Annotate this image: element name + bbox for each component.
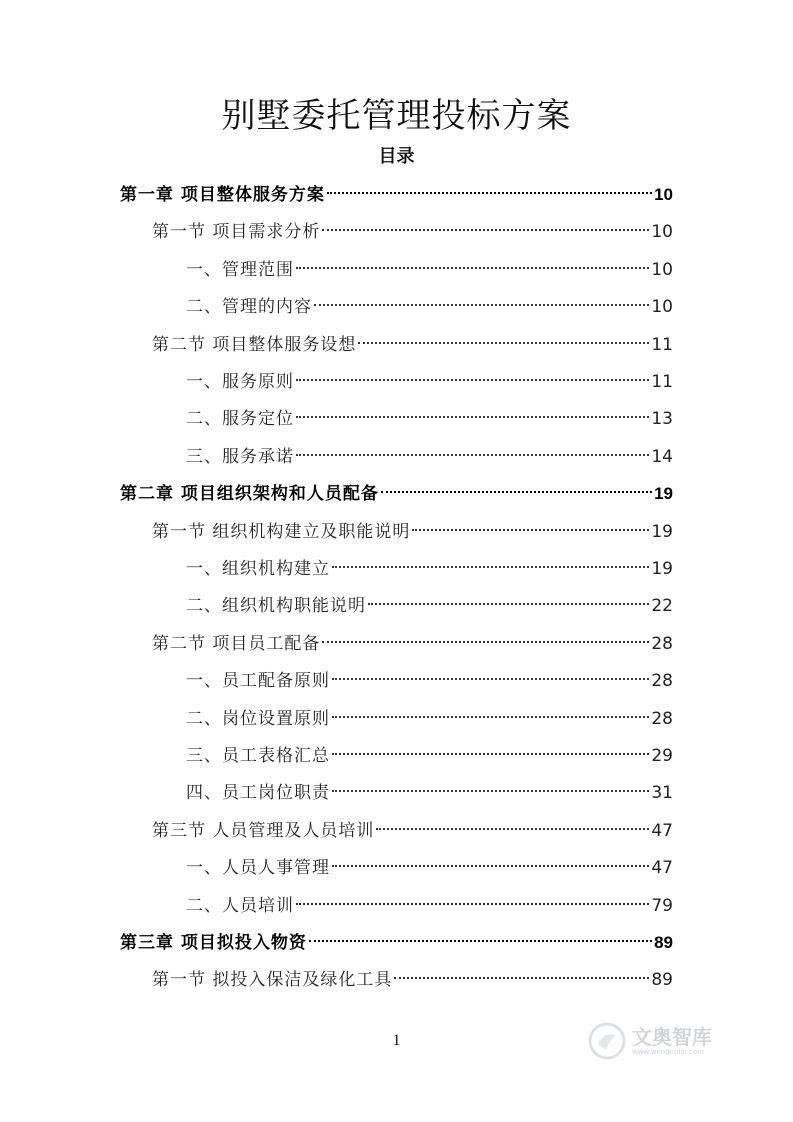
toc-entry[interactable] — [186, 891, 673, 921]
toc-entry-page: 22 — [651, 596, 673, 617]
toc-entry-page: 28 — [651, 671, 673, 692]
toc-entry-page: 89 — [651, 970, 673, 991]
toc-entry-page: 28 — [651, 708, 673, 729]
toc-leader-dots — [412, 529, 649, 531]
toc-leader-dots — [332, 566, 649, 568]
toc-entry-label: 一、管理范围 — [186, 259, 294, 280]
toc-entry-label: 第一节 项目需求分析 — [152, 222, 321, 243]
toc-entry-label: 第二节 项目整体服务设想 — [152, 334, 357, 355]
toc-entry-label: 一、员工配备原则 — [186, 671, 330, 692]
toc-entry-label: 三、员工表格汇总 — [186, 746, 330, 766]
toc-entry-page: 89 — [654, 933, 673, 952]
toc-entry[interactable] — [152, 217, 673, 247]
toc-entry-page: 14 — [651, 446, 673, 467]
toc-entry[interactable] — [186, 554, 673, 584]
toc-entry-page: 11 — [651, 372, 673, 392]
toc-entry-label: 二、岗位设置原则 — [186, 708, 330, 729]
toc-leader-dots — [368, 603, 649, 605]
watermark-text: 文奥智库 — [632, 1025, 712, 1049]
toc-entry-label: 二、服务定位 — [186, 409, 294, 430]
toc-leader-dots — [296, 267, 649, 269]
toc-leader-dots — [376, 828, 649, 830]
toc-entry[interactable] — [120, 479, 673, 509]
toc-entry[interactable] — [152, 629, 673, 659]
toc-leader-dots — [296, 454, 649, 456]
toc-leader-dots — [296, 416, 649, 418]
shield-logo-icon — [588, 1022, 626, 1060]
toc-entry[interactable] — [186, 666, 673, 696]
toc-leader-dots — [381, 491, 652, 493]
toc-entry[interactable] — [120, 928, 673, 958]
document-title: 别墅委托管理投标方案 — [221, 96, 572, 136]
toc-leader-dots — [332, 753, 649, 755]
toc-entry[interactable] — [152, 965, 673, 995]
toc-entry-page: 29 — [651, 746, 673, 766]
toc-entry-page: 47 — [651, 858, 673, 879]
toc-leader-dots — [394, 977, 649, 979]
toc-entry[interactable] — [186, 442, 673, 472]
toc-entry-label: 第二节 项目员工配备 — [152, 633, 321, 654]
toc-entry-label: 三、服务承诺 — [186, 446, 294, 467]
toc-entry-page: 10 — [654, 185, 673, 204]
toc-entry-page: 31 — [651, 783, 673, 804]
toc-entry[interactable] — [186, 292, 673, 322]
toc-heading: 目录 — [378, 146, 415, 167]
toc-entry-label: 第三节 人员管理及人员培训 — [152, 820, 375, 841]
toc-entry-label: 第一章 项目整体服务方案 — [120, 185, 325, 205]
toc-entry-label: 四、员工岗位职责 — [186, 783, 330, 804]
toc-entry-page: 10 — [651, 297, 673, 318]
toc-entry[interactable] — [152, 330, 673, 360]
toc-entry-label: 一、组织机构建立 — [186, 559, 330, 579]
toc-entry-label: 第一节 拟投入保洁及绿化工具 — [152, 970, 393, 991]
toc-leader-dots — [322, 641, 649, 643]
toc-leader-dots — [314, 304, 649, 306]
toc-entry[interactable] — [186, 704, 673, 734]
toc-entry[interactable] — [186, 404, 673, 434]
toc-entry-label: 二、组织机构职能说明 — [186, 596, 366, 617]
watermark-url: www.wendoulib.com — [632, 1048, 704, 1056]
toc-entry-page: 19 — [651, 559, 673, 579]
toc-entry-page: 11 — [651, 334, 673, 355]
toc-entry-page: 10 — [651, 259, 673, 280]
toc-entry-label: 第三章 项目拟投入物资 — [120, 933, 307, 953]
watermark — [588, 1022, 712, 1060]
toc-entry-page: 47 — [651, 820, 673, 841]
page-number: 1 — [392, 1032, 401, 1049]
toc-entry-label: 一、服务原则 — [186, 372, 294, 392]
toc-entry-page: 13 — [651, 409, 673, 430]
toc-entry[interactable] — [120, 180, 673, 210]
toc-entry[interactable] — [186, 741, 673, 771]
toc-leader-dots — [332, 716, 649, 718]
toc-entry[interactable] — [186, 367, 673, 397]
toc-entry-label: 第一节 组织机构建立及职能说明 — [152, 521, 411, 542]
toc-entry[interactable] — [186, 591, 673, 621]
toc-entry-label: 第二章 项目组织架构和人员配备 — [120, 484, 379, 505]
toc-entry[interactable] — [152, 816, 673, 846]
toc-entry-label: 一、人员人事管理 — [186, 858, 330, 879]
toc-leader-dots — [332, 865, 649, 867]
toc-entry-label: 二、管理的内容 — [186, 297, 312, 318]
toc-entry-page: 28 — [651, 633, 673, 654]
toc-entry-page: 10 — [651, 222, 673, 243]
toc-leader-dots — [332, 790, 649, 792]
toc-entry[interactable] — [186, 255, 673, 285]
toc-entry-label: 二、人员培训 — [186, 895, 294, 916]
toc-leader-dots — [296, 903, 649, 905]
toc-entry-page: 19 — [651, 521, 673, 542]
toc-entry[interactable] — [186, 778, 673, 808]
toc-entry-page: 19 — [654, 484, 673, 504]
toc-entry[interactable] — [152, 517, 673, 547]
toc-leader-dots — [327, 192, 652, 194]
toc-leader-dots — [358, 342, 649, 344]
toc-leader-dots — [332, 678, 649, 680]
toc-leader-dots — [296, 379, 649, 381]
toc-leader-dots — [322, 229, 649, 231]
toc-entry-page: 79 — [651, 895, 673, 916]
toc-entry[interactable] — [186, 853, 673, 883]
toc-leader-dots — [309, 940, 652, 942]
